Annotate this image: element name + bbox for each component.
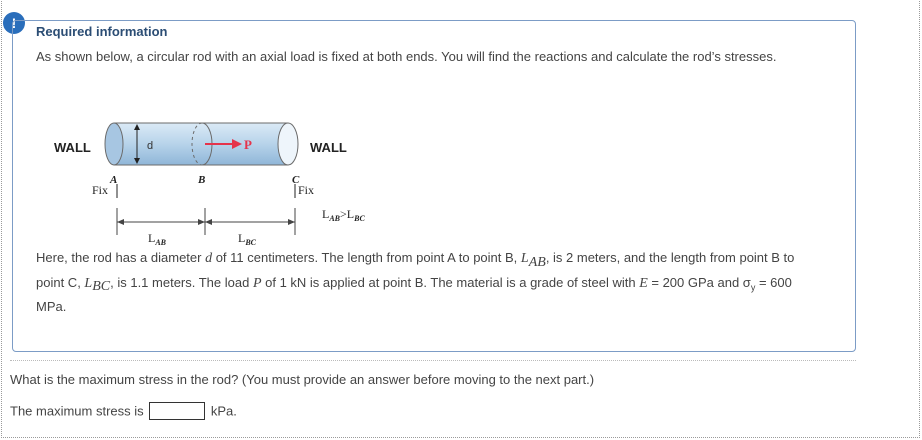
answer-unit: kPa. <box>210 403 237 419</box>
lab-label: $L_{AB}$ <box>148 231 167 247</box>
lbc-label: $L_{BC}$ <box>238 231 257 247</box>
question-text: What is the maximum stress in the rod? (You must provide an answer before moving to the next part.) <box>10 372 595 387</box>
divider <box>10 360 856 361</box>
fix-left-label: Fix <box>92 183 109 197</box>
problem-details: Here, the rod has a diameter d of 11 centimeters. The length from point A to point B, $L_{AB}$, is 2 meters, and the length from point B to point C, $L_{BC}$, is 1.1 meters. The load P of 1 kN is applied at point B. The material is a grade of steel with E = 200 GPa and $\sigma_y = 600$ MPa. <box>36 250 795 315</box>
load-label: P <box>244 137 252 152</box>
answer-prefix: The maximum stress is <box>10 403 144 419</box>
length-relation: $L_{AB}>L_{BC}$ <box>322 207 365 223</box>
fix-right-label: Fix <box>298 183 315 197</box>
point-b-label: B <box>198 174 206 186</box>
rod-body <box>114 123 288 165</box>
alert-icon: ! <box>3 12 25 34</box>
diameter-label: d <box>147 140 154 152</box>
max-stress-input[interactable] <box>149 402 205 420</box>
point-c-label: C <box>292 174 300 186</box>
wall-left-label: WALL <box>54 140 91 155</box>
rod-left-end <box>105 123 123 165</box>
point-a-label: A <box>110 174 118 186</box>
wall-right-label: WALL <box>310 140 347 155</box>
answer-row <box>10 402 237 420</box>
rod-right-end <box>278 123 298 165</box>
required-info-title: Required information <box>36 24 168 39</box>
rod-figure <box>40 110 400 250</box>
intro-text: As shown below, a circular rod with an axial load is fixed at both ends. You will find the reactions and calculate the rod’s stresses. <box>36 49 777 64</box>
